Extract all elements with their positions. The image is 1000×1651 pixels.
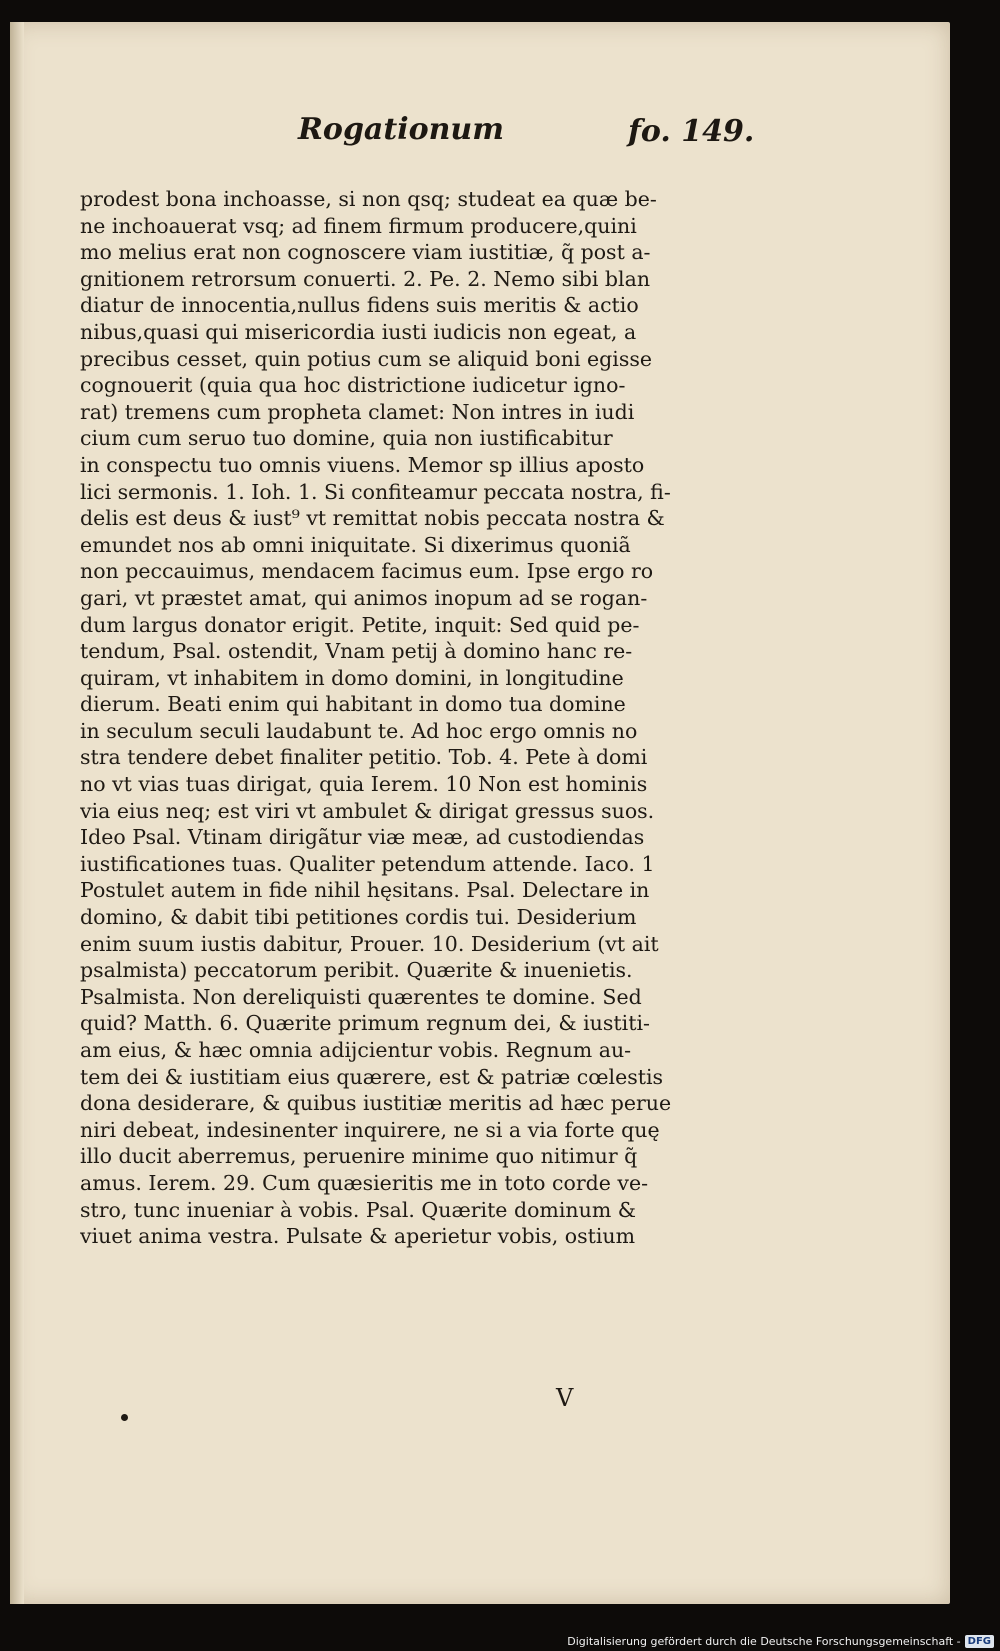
text-line: quid? Matth. 6. Quærite primum regnum dei, & iustiti- xyxy=(80,1011,650,1036)
text-line: diatur de innocentia,nullus fidens suis meritis & actio xyxy=(80,293,639,318)
text-line: cognouerit (quia qua hoc districtione iudicetur igno- xyxy=(80,373,626,398)
text-line: niri debeat, indesinenter inquirere, ne si a via forte quę xyxy=(80,1117,660,1142)
text-line: gnitionem retrorsum conuerti. 2. Pe. 2. Nemo sibi blan xyxy=(80,266,651,291)
text-line: emundet nos ab omni iniquitate. Si dixerimus quoniã xyxy=(80,532,631,557)
main-text-block xyxy=(80,186,760,1250)
text-line: domino, & dabit tibi petitiones cordis tui. Desiderium xyxy=(80,905,637,930)
text-line: dierum. Beati enim qui habitant in domo tua domine xyxy=(80,692,626,717)
text-line: delis est deus & iust⁹ vt remittat nobis peccata nostra & xyxy=(80,506,665,531)
dfg-logo: DFG xyxy=(965,1635,994,1648)
text-line: tem dei & iustitiam eius quærere, est & patriæ cœlestis xyxy=(80,1064,664,1089)
text-line: in seculum seculi laudabunt te. Ad hoc ergo omnis no xyxy=(80,718,638,743)
text-line: Postulet autem in fide nihil hęsitans. Psal. Delectare in xyxy=(80,878,650,903)
text-line: quiram, vt inhabitem in domo domini, in longitudine xyxy=(80,665,624,690)
footer-credit-text: Digitalisierung gefördert durch die Deutsche Forschungsgemeinschaft - xyxy=(567,1635,961,1648)
text-line: psalmista) peccatorum peribit. Quærite & inuenietis. xyxy=(80,958,633,983)
text-line: cium cum seruo tuo domine, quia non iustificabitur xyxy=(80,426,613,451)
digitization-credit-footer xyxy=(567,1635,994,1648)
text-line: enim suum iustis dabitur, Prouer. 10. Desiderium (vt ait xyxy=(80,931,659,956)
text-line: stro, tunc inueniar à vobis. Psal. Quærite dominum & xyxy=(80,1197,637,1222)
book-page xyxy=(10,22,950,1604)
page-gutter-shadow xyxy=(10,22,24,1604)
text-line: nibus,quasi qui misericordia iusti iudicis non egeat, a xyxy=(80,319,637,344)
text-line: rat) tremens cum propheta clamet: Non intres in iudi xyxy=(80,399,635,424)
text-line: dum largus donator erigit. Petite, inquit: Sed quid pe- xyxy=(80,612,640,637)
text-line: am eius, & hæc omnia adijcientur vobis. Regnum au- xyxy=(80,1038,632,1062)
text-line: gari, vt præstet amat, qui animos inopum ad se rogan- xyxy=(80,585,648,610)
text-line: stra tendere debet finaliter petitio. Tob. 4. Pete à domi xyxy=(80,745,648,770)
text-line: dona desiderare, & quibus iustitiæ meritis ad hæc perue xyxy=(80,1091,672,1116)
text-line: Ideo Psal. Vtinam dirigãtur viæ meæ, ad custodiendas xyxy=(80,825,645,850)
running-title: Rogationum xyxy=(298,112,504,147)
text-line: non peccauimus, mendacem facimus eum. Ipse ergo ro xyxy=(80,559,654,584)
text-line: illo ducit aberremus, peruenire minime quo nitimur q̃ xyxy=(80,1144,638,1169)
text-line: Psalmista. Non dereliquisti quærentes te domine. Sed xyxy=(80,984,642,1009)
printed-dot-mark xyxy=(121,1414,128,1421)
text-line: mo melius erat non cognoscere viam iustitiæ, q̃ post a- xyxy=(80,240,651,265)
text-line: no vt vias tuas dirigat, quia Ierem. 10 Non est hominis xyxy=(80,772,648,797)
text-line: lici sermonis. 1. Ioh. 1. Si confiteamur peccata nostra, fi- xyxy=(80,479,671,504)
text-line: in conspectu tuo omnis viuens. Memor sp illius aposto xyxy=(80,452,645,477)
folio-number: fo. 149. xyxy=(628,114,755,149)
text-line: prodest bona inchoasse, si non qsq; studeat ea quæ be- xyxy=(80,187,657,211)
text-line: viuet anima vestra. Pulsate & aperietur vobis, ostium xyxy=(80,1224,636,1249)
text-line: ne inchoauerat vsq; ad finem firmum producere,quini xyxy=(80,213,637,238)
text-line: tendum, Psal. ostendit, Vnam petij à domino hanc re- xyxy=(80,639,633,664)
text-line: precibus cesset, quin potius cum se aliquid boni egisse xyxy=(80,346,652,371)
text-line: amus. Ierem. 29. Cum quæsieritis me in toto corde ve- xyxy=(80,1170,649,1195)
text-line: iustificationes tuas. Qualiter petendum attende. Iaco. 1 xyxy=(80,851,655,876)
signature-mark: V xyxy=(556,1384,574,1412)
text-line: via eius neq; est viri vt ambulet & dirigat gressus suos. xyxy=(80,798,655,823)
